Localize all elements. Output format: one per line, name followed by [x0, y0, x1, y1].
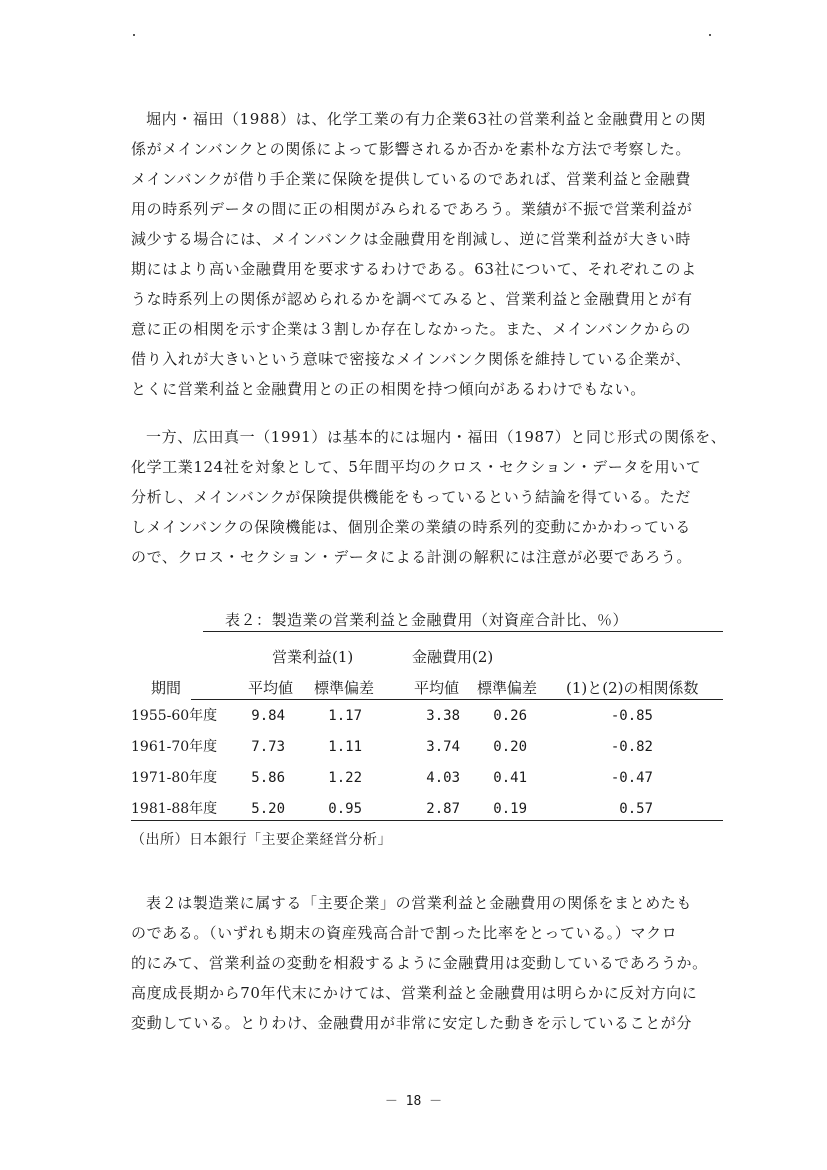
- text-line: 意に正の相関を示す企業は３割しか存在しなかった。また、メインバンクからの: [131, 320, 691, 338]
- scan-speck: [133, 34, 135, 36]
- cell-sd-2: 0.26: [493, 708, 527, 724]
- table-row: [131, 704, 731, 728]
- cell-period: 1981-88年度: [131, 801, 218, 817]
- text-line: ので、クロス・セクション・データによる計測の解釈には注意が必要であろう。: [131, 548, 693, 566]
- text-line: 借り入れが大きいという意味で密接なメインバンク関係を維持している企業が、: [131, 350, 691, 368]
- cell-sd-1: 1.11: [328, 739, 362, 755]
- cell-mean-2: 3.38: [426, 708, 460, 724]
- cell-correlation: -0.47: [610, 770, 653, 786]
- cell-sd-1: 1.22: [328, 770, 362, 786]
- paragraph-2: [131, 422, 731, 572]
- text-line: 用の時系列データの間に正の相関がみられるであろう。業績が不振で営業利益が: [131, 200, 693, 218]
- text-line: 的にみて、営業利益の変動を相殺するように金融費用は変動しているであろうか。: [131, 954, 708, 972]
- cell-mean-1: 7.73: [251, 739, 285, 755]
- header-sd-1: 標準偏差: [314, 679, 375, 697]
- table-bottom-rule: [131, 820, 723, 821]
- header-correlation: (1)と(2)の相関係数: [566, 679, 699, 697]
- header-rule: [191, 699, 723, 700]
- cell-sd-1: 0.95: [328, 801, 362, 817]
- page-number: － 18 －: [384, 1094, 443, 1109]
- text-line: とくに営業利益と金融費用との正の相関を持つ傾向があるわけでもない。: [131, 380, 646, 398]
- cell-sd-2: 0.20: [493, 739, 527, 755]
- table-row: [131, 766, 731, 790]
- cell-mean-1: 5.86: [251, 770, 285, 786]
- text-line: しメインバンクの保険機能は、個別企業の業績の時系列的変動にかかわっている: [131, 518, 691, 536]
- cell-mean-1: 9.84: [251, 708, 285, 724]
- group-header-financial-cost: 金融費用(2): [412, 648, 494, 666]
- cell-correlation: 0.57: [619, 801, 653, 817]
- text-line: メインバンクが借り手企業に保険を提供しているのであれば、営業利益と金融費: [131, 170, 691, 188]
- text-line: 化学工業124社を対象として、5年間平均のクロス・セクション・データを用いて: [131, 458, 702, 476]
- header-period: 期間: [151, 679, 182, 697]
- scan-speck: [709, 34, 711, 36]
- table-row: [131, 735, 731, 759]
- header-mean-1: 平均値: [248, 679, 294, 697]
- table-title-rule: [203, 631, 723, 632]
- text-line: 期にはより高い金融費用を要求するわけである。63社について、それぞれこのよ: [131, 260, 697, 278]
- cell-period: 1971-80年度: [131, 770, 218, 786]
- text-line: 減少する場合には、メインバンクは金融費用を削減し、逆に営業利益が大きい時: [131, 230, 691, 248]
- cell-sd-1: 1.17: [328, 708, 362, 724]
- text-line: 一方、広田真一（1991）は基本的には堀内・福田（1987）と同じ形式の関係を、: [146, 428, 727, 446]
- header-mean-2: 平均値: [414, 679, 460, 697]
- paragraph-1: [131, 104, 731, 404]
- table-header-row: [131, 676, 731, 700]
- cell-sd-2: 0.41: [493, 770, 527, 786]
- group-header-operating-profit: 営業利益(1): [272, 648, 354, 666]
- table-title-text: 表２：製造業の営業利益と金融費用（対資産合計比、％）: [225, 611, 629, 629]
- text-line: のである。（いずれも期末の資産残高合計で割った比率をとっている。）マクロ: [131, 924, 678, 942]
- cell-correlation: -0.82: [610, 739, 653, 755]
- text-line: 表２は製造業に属する「主要企業」の営業利益と金融費用の関係をまとめたも: [146, 894, 693, 912]
- text-line: うな時系列上の関係が認められるかを調べてみると、営業利益と金融費用とが有: [131, 290, 693, 308]
- cell-mean-2: 3.74: [426, 739, 460, 755]
- table-source-note: （出所）日本銀行「主要企業経営分析」: [131, 832, 392, 848]
- cell-mean-2: 2.87: [426, 801, 460, 817]
- cell-mean-1: 5.20: [251, 801, 285, 817]
- text-line: 係がメインバンクとの関係によって影響されるか否かを素朴な方法で考察した。: [131, 140, 691, 158]
- text-line: 高度成長期から70年代末にかけては、営業利益と金融費用は明らかに反対方向に: [131, 984, 698, 1002]
- cell-sd-2: 0.19: [493, 801, 527, 817]
- table-title: [203, 608, 723, 632]
- text-line: 変動している。とりわけ、金融費用が非常に安定した動きを示していることが分: [131, 1014, 693, 1032]
- cell-period: 1961-70年度: [131, 739, 218, 755]
- table-row: [131, 797, 731, 821]
- header-sd-2: 標準偏差: [477, 679, 538, 697]
- text-line: 堀内・福田（1988）は、化学工業の有力企業63社の営業利益と金融費用との関: [146, 110, 707, 128]
- cell-period: 1955-60年度: [131, 708, 218, 724]
- cell-correlation: -0.85: [610, 708, 653, 724]
- text-line: 分析し、メインバンクが保険提供機能をもっているという結論を得ている。ただ: [131, 488, 691, 506]
- paragraph-3: [131, 888, 731, 1038]
- cell-mean-2: 4.03: [426, 770, 460, 786]
